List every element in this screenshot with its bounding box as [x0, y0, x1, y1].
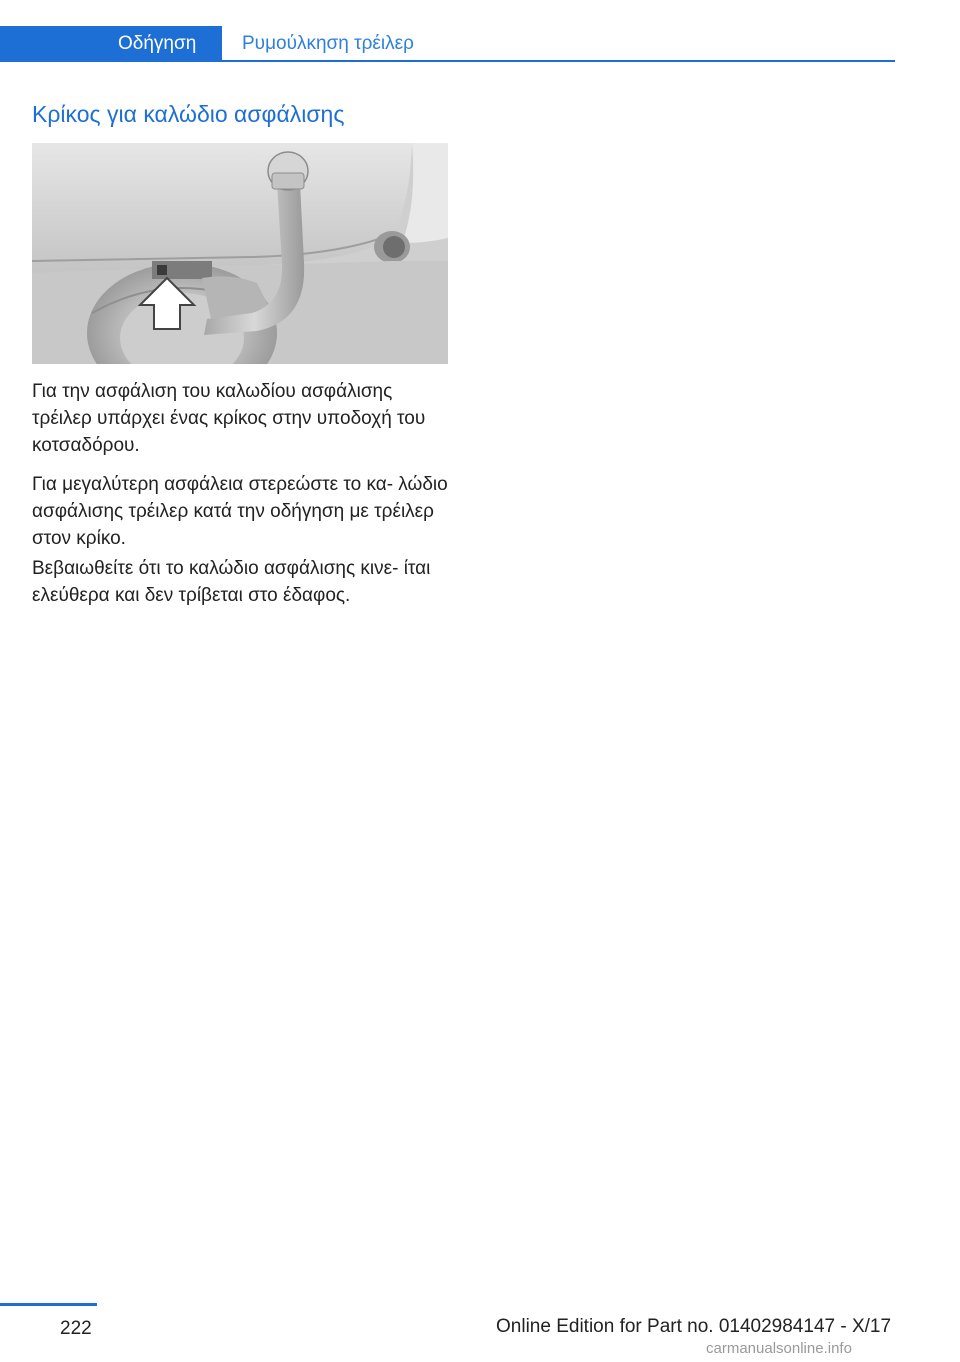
tab-trailer-towing[interactable]: Ρυμούλκηση τρέιλερ — [242, 33, 414, 54]
paragraph-3: Βεβαιωθείτε ότι το καλώδιο ασφάλισης κινε‐ ίται ελεύθερα και δεν τρίβεται στο έδαφος. — [32, 558, 431, 606]
tow-hook-arrow-illustration-icon — [32, 143, 448, 364]
edition-label: Online Edition for Part no. 01402984147 - X/17 — [496, 1316, 892, 1337]
paragraph-2: Για μεγαλύτερη ασφάλεια στερεώστε το κα‐ λώδιο ασφάλισης τρέιλερ κατά την οδήγηση με τρέιλερ στον κρίκο. — [32, 474, 448, 549]
tab-driving[interactable]: Οδήγηση — [0, 26, 222, 62]
footer-rule — [0, 1303, 97, 1306]
page-header — [0, 26, 895, 62]
page-number: 222 — [60, 1318, 92, 1339]
tow-hook-figure — [32, 143, 448, 364]
paragraph-1: Για την ασφάλιση του καλωδίου ασφάλισης τρέιλερ υπάρχει ένας κρίκος στην υποδοχή του κοτσαδόρου. — [32, 381, 426, 456]
section-title: Κρίκος για καλώδιο ασφάλισης — [32, 101, 345, 127]
watermark-text: carmanualsonline.info — [706, 1340, 852, 1357]
